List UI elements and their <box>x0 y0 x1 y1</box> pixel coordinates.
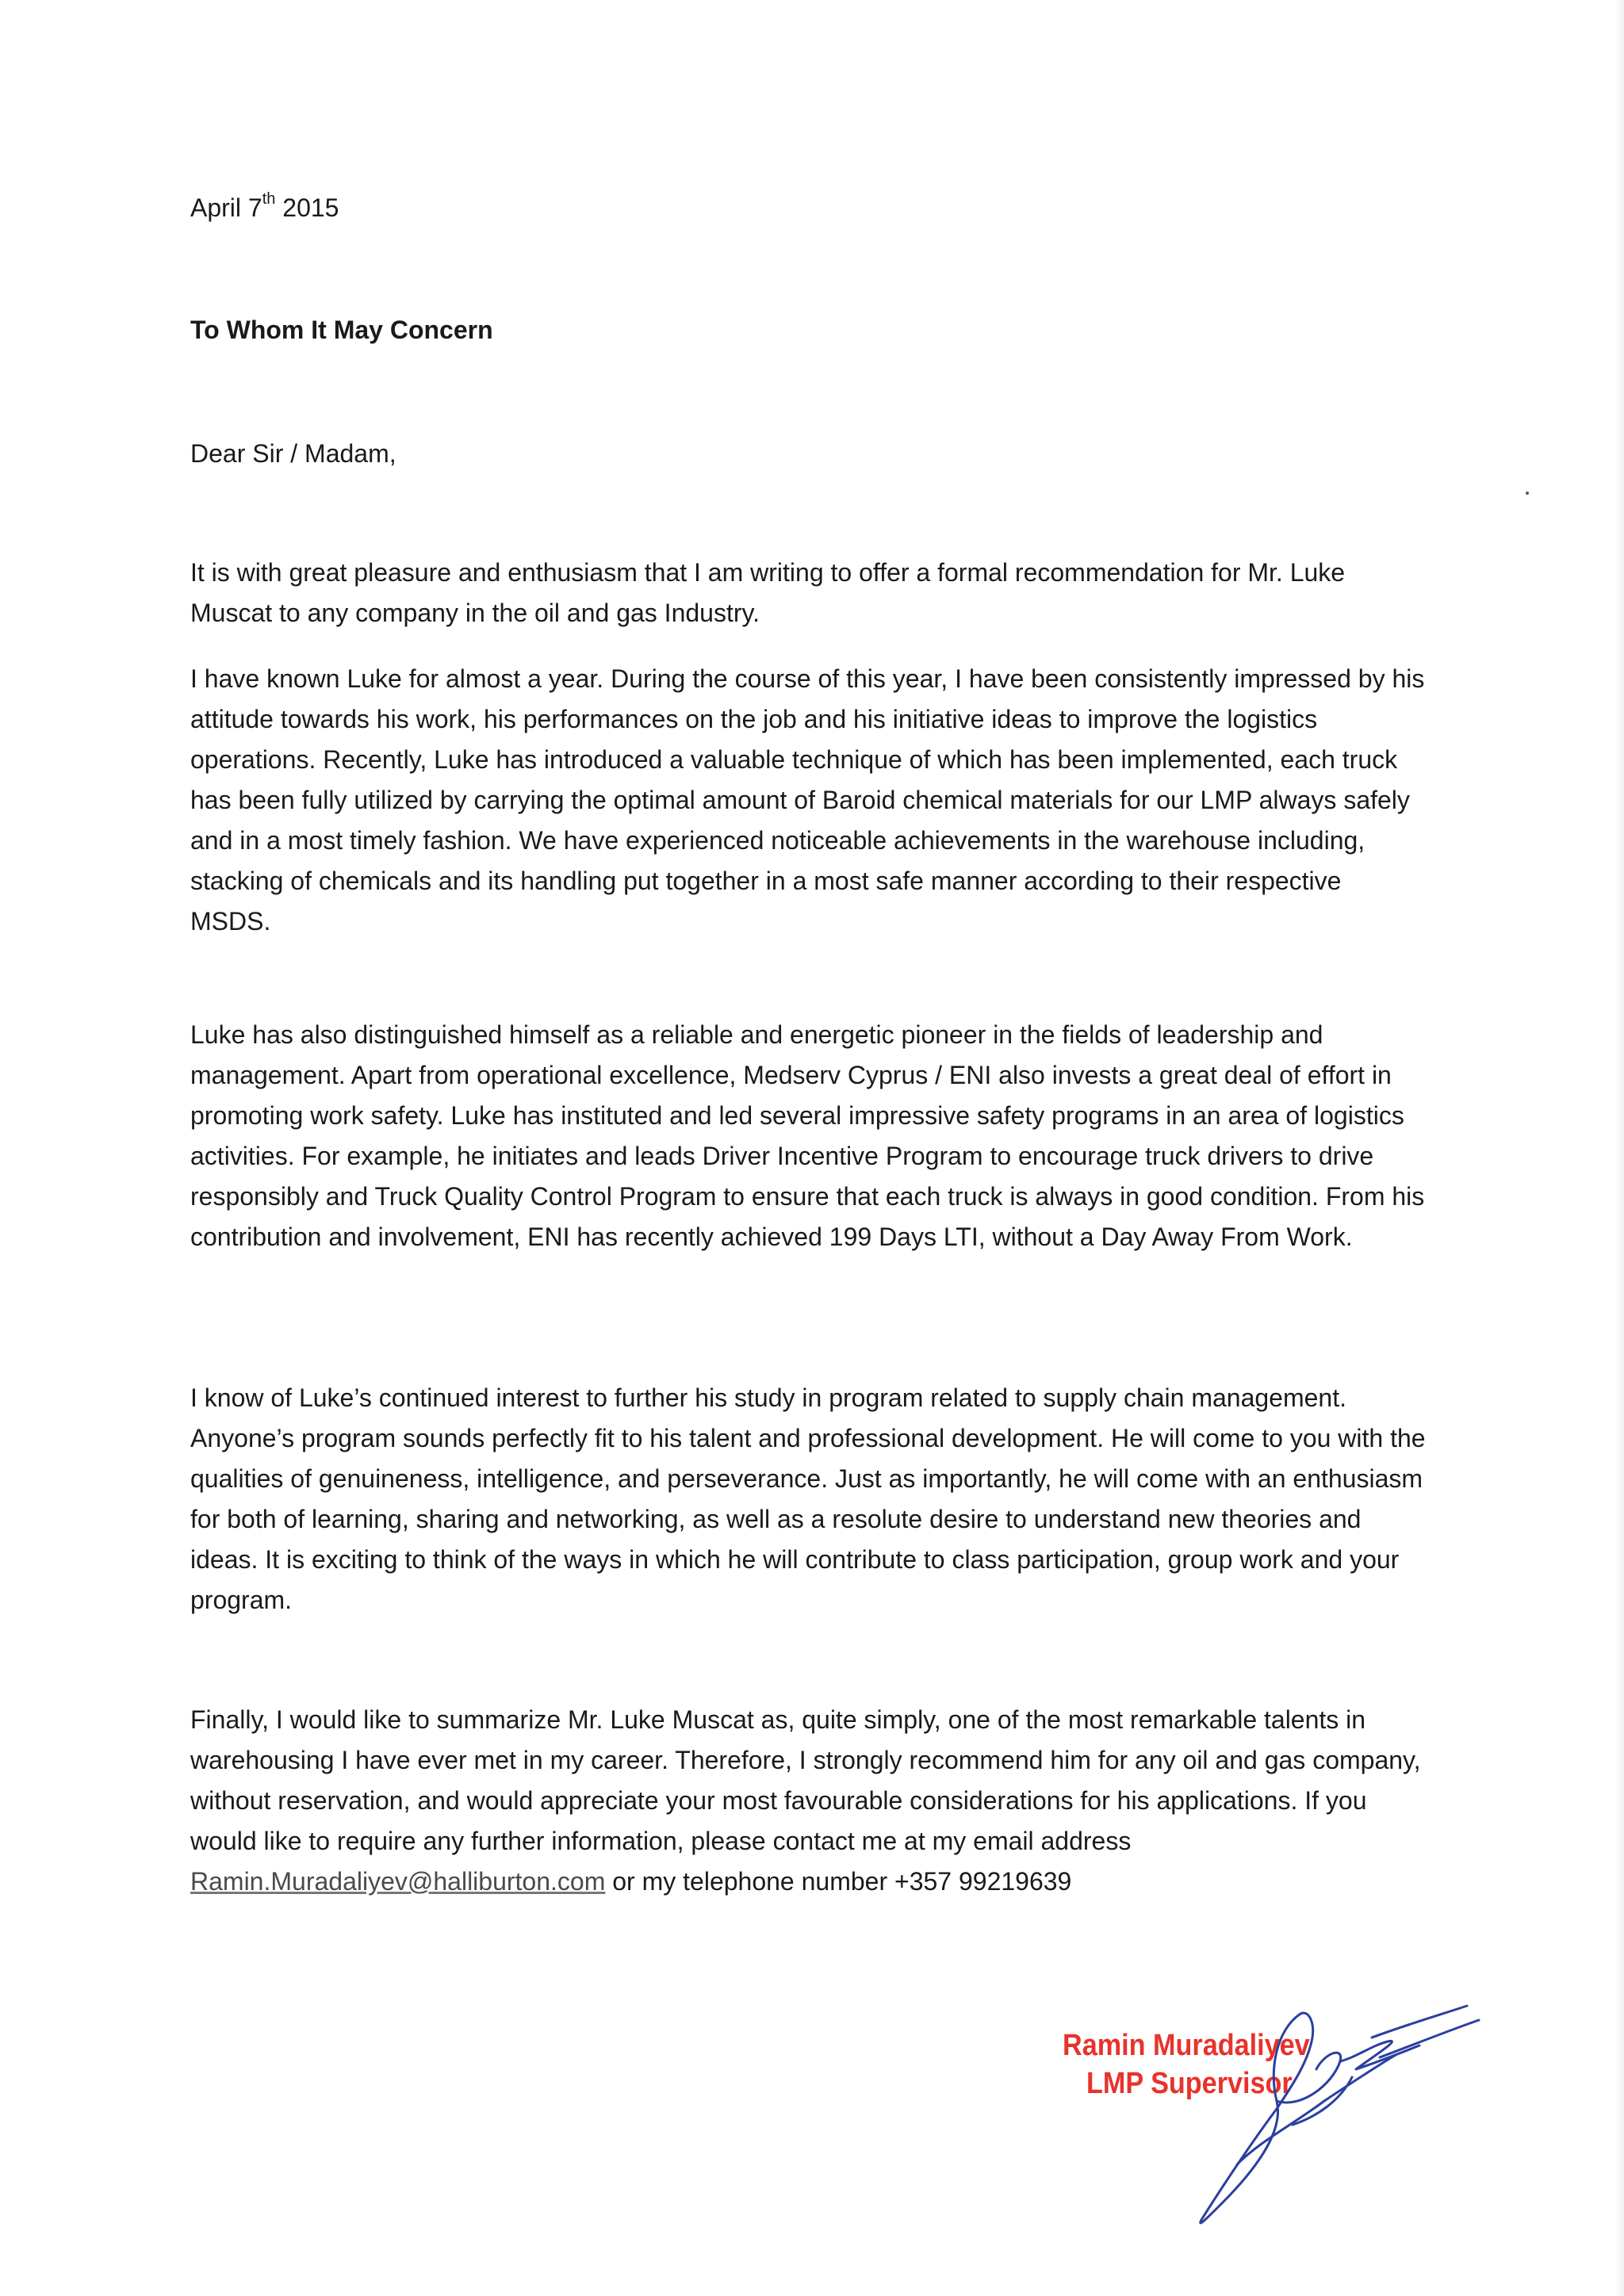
paragraph-work-performance: I have known Luke for almost a year. During the course of this year, I have been consistently impressed by his attitude towards his work, his performances on the job and his initiative ideas to improve the logistics operations. Recently, Luke has introduced a valuable technique of which has been implemented, each truck has been fully utilized by carrying the optimal amount of Baroid chemical materials for our LMP always safely and in a most timely fashion. We have experienced noticeable achievements in the warehouse including, stacking of chemicals and its handling put together in a most safe manner according to their respective MSDS. <box>190 664 1425 936</box>
salutation: Dear Sir / Madam, <box>190 439 396 468</box>
scan-speck <box>1526 492 1529 495</box>
signature-stamp-title: LMP Supervisor <box>1086 2067 1293 2100</box>
email-link[interactable]: Ramin.Muradaliyev@halliburton.com <box>190 1867 606 1896</box>
paragraph-closing <box>190 1700 1427 1902</box>
paragraph-further-study: I know of Luke’s continued interest to further his study in program related to supply chain management. Anyone’s program sounds perfectly fit to his talent and professional development. He will come to you with the qualities of genuineness, intelligence, and perseverance. Just as importantly, he will come with an enthusiasm for both of learning, sharing and networking, as well as a resolute desire to understand new theories and ideas. It is exciting to think of the ways in which he will contribute to class participation, group work and your program. <box>190 1383 1426 1614</box>
date-month-day: April 7 <box>190 193 262 222</box>
paragraph-introduction: It is with great pleasure and enthusiasm that I am writing to offer a formal recommendation for Mr. Luke Muscat to any company in the oil and gas Industry. <box>190 558 1346 627</box>
date-ordinal-suffix: th <box>262 190 276 209</box>
scan-edge <box>1616 0 1624 2296</box>
signature-block <box>1039 1982 1483 2244</box>
paragraph-leadership-safety: Luke has also distinguished himself as a reliable and energetic pioneer in the fields of leadership and management. Apart from operational excellence, Medserv Cyprus / ENI also invests a great deal of effort in promoting work safety. Luke has instituted and led several impressive safety programs in an area of logistics activities. For example, he initiates and leads Driver Incentive Program to encourage truck drivers to drive responsibly and Truck Quality Control Program to ensure that each truck is always in good condition. From his contribution and involvement, ENI has recently achieved 199 Days LTI, without a Day Away From Work. <box>190 1020 1425 1251</box>
letter-date <box>190 190 339 225</box>
handwritten-signature <box>1039 1982 1483 2244</box>
closing-text-after-email: or my telephone number +357 99219639 <box>605 1867 1072 1896</box>
signature-stamp-name: Ramin Muradaliyev <box>1063 2029 1310 2062</box>
date-year: 2015 <box>275 193 339 222</box>
closing-text-before-email: Finally, I would like to summarize Mr. Luke Muscat as, quite simply, one of the most remarkable talents in warehousing I have ever met in my career. Therefore, I strongly recommend him for any oil and gas company, without reservation, and would appreciate your most favourable considerations for his applications. If you would like to require any further information, please contact me at my email address <box>190 1705 1421 1855</box>
letter-heading: To Whom It May Concern <box>190 316 493 344</box>
